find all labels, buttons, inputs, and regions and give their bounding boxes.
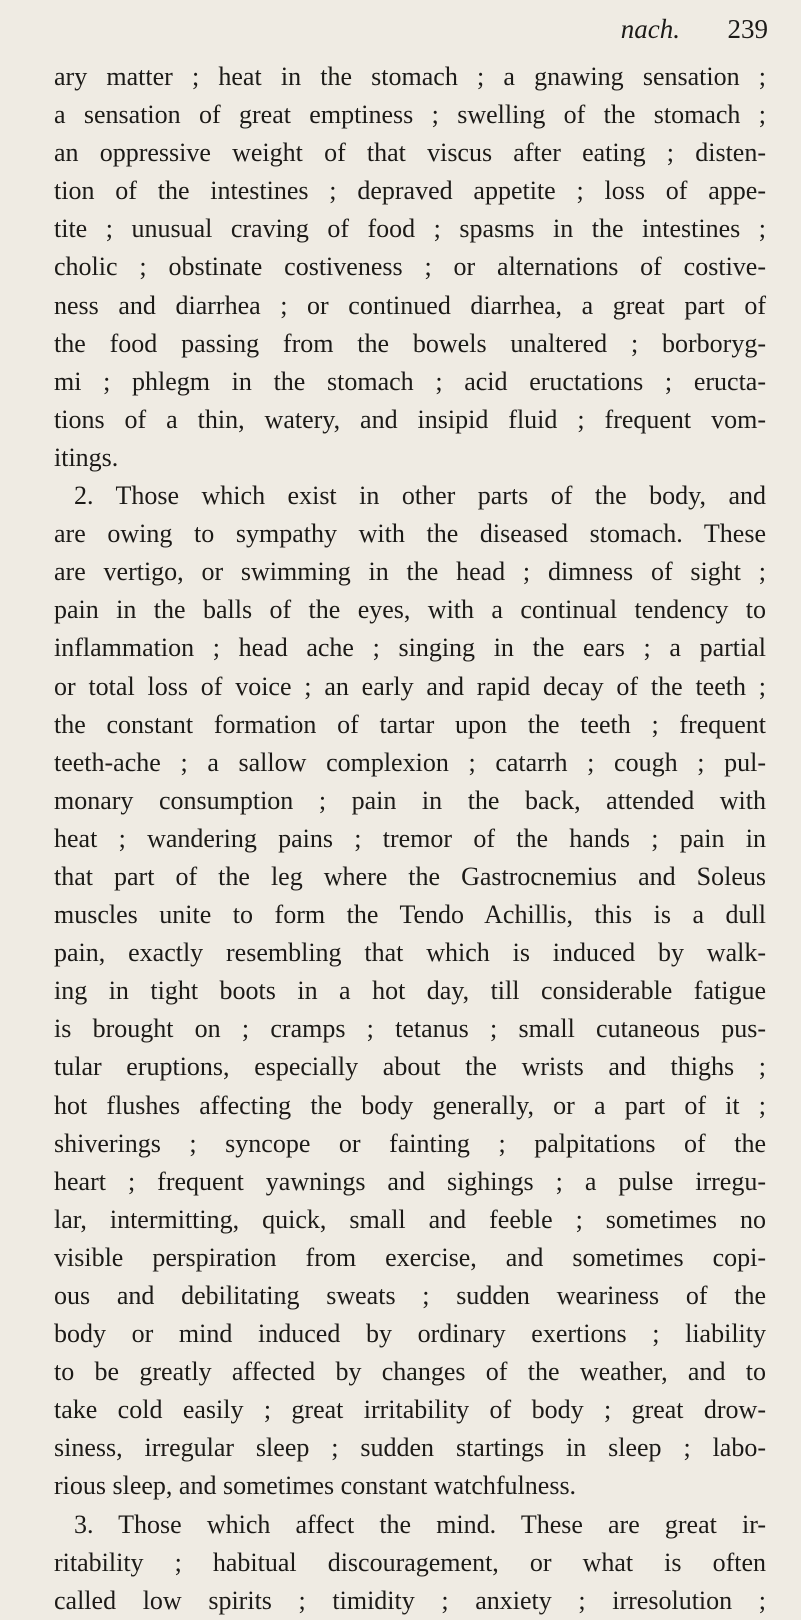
text-line: called low spirits ; timidity ; anxiety ; irresolution ;: [54, 1585, 766, 1615]
text-line: are owing to sympathy with the diseased stomach. These: [54, 519, 766, 549]
text-line: cholic ; obstinate costiveness ; or alternations of costive-: [54, 252, 766, 282]
text-line: itings.: [54, 442, 119, 472]
text-line: ary matter ; heat in the stomach ; a gnawing sensation ;: [54, 62, 766, 91]
text-line: siness, irregular sleep ; sudden startings in sleep ; labo-: [54, 1433, 766, 1463]
text-line: take cold easily ; great irritability of body ; great drow-: [54, 1395, 766, 1425]
text-line: ness and diarrhea ; or continued diarrhea, a great part of: [54, 290, 766, 320]
text-line: a sensation of great emptiness ; swelling of the stomach ;: [54, 100, 766, 130]
text-line: muscles unite to form the Tendo Achillis, this is a dull: [54, 900, 766, 930]
text-line: body or mind induced by ordinary exertions ; liability: [54, 1319, 766, 1349]
text-line: ritability ; habitual discouragement, or what is often: [54, 1547, 766, 1577]
text-line: ous and debilitating sweats ; sudden weariness of the: [54, 1281, 766, 1310]
text-line: the constant formation of tartar upon the teeth ; frequent: [54, 709, 766, 739]
text-line: 2. Those which exist in other parts of the body, and: [74, 481, 766, 511]
text-line: is brought on ; cramps ; tetanus ; small cutaneous pus-: [54, 1014, 766, 1044]
text-line: inflammation ; head ache ; singing in the ears ; a partial: [54, 633, 766, 663]
text-line: tions of a thin, watery, and insipid fluid ; frequent vom-: [54, 404, 766, 434]
text-line: tular eruptions, especially about the wrists and thighs ;: [54, 1052, 766, 1082]
text-line: the food passing from the bowels unaltered ; borboryg-: [54, 328, 766, 358]
page-header: [0, 12, 801, 48]
text-line: heart ; frequent yawnings and sighings ; a pulse irregu-: [54, 1166, 766, 1196]
text-line: pain in the balls of the eyes, with a continual tendency to: [54, 595, 766, 625]
text-line: pain, exactly resembling that which is induced by walk-: [54, 938, 766, 968]
text-line: monary consumption ; pain in the back, attended with: [54, 785, 766, 815]
text-line: visible perspiration from exercise, and sometimes copi-: [54, 1242, 766, 1272]
text-line: hot flushes affecting the body generally, or a part of it ;: [54, 1090, 766, 1120]
text-line: are vertigo, or swimming in the head ; dimness of sight ;: [54, 557, 766, 587]
text-line: rious sleep, and sometimes constant watchfulness.: [54, 1471, 577, 1501]
text-line: teeth-ache ; a sallow complexion ; catarrh ; cough ; pul-: [54, 747, 766, 777]
text-line: lar, intermitting, quick, small and feeble ; sometimes no: [54, 1204, 766, 1234]
text-line: shiverings ; syncope or fainting ; palpitations of the: [54, 1128, 766, 1158]
text-line: heat ; wandering pains ; tremor of the hands ; pain in: [54, 823, 766, 853]
text-line: 3. Those which affect the mind. These are great ir-: [74, 1509, 766, 1539]
text-line: that part of the leg where the Gastrocnemius and Soleus: [54, 861, 766, 891]
text-line: or total loss of voice ; an early and rapid decay of the teeth ;: [54, 671, 766, 701]
text-line: ing in tight boots in a hot day, till considerable fatigue: [54, 976, 766, 1006]
text-line: mi ; phlegm in the stomach ; acid eructations ; eructa-: [54, 366, 766, 396]
text-line: to be greatly affected by changes of the weather, and to: [54, 1357, 766, 1387]
running-title: nach.: [620, 14, 680, 44]
text-line: tite ; unusual craving of food ; spasms in the intestines ;: [54, 214, 766, 244]
page-number: 239: [727, 14, 768, 44]
text-line: an oppressive weight of that viscus after eating ; disten-: [54, 138, 766, 168]
body-text: [54, 58, 766, 1620]
text-line: tion of the intestines ; depraved appetite ; loss of appe-: [54, 176, 766, 206]
